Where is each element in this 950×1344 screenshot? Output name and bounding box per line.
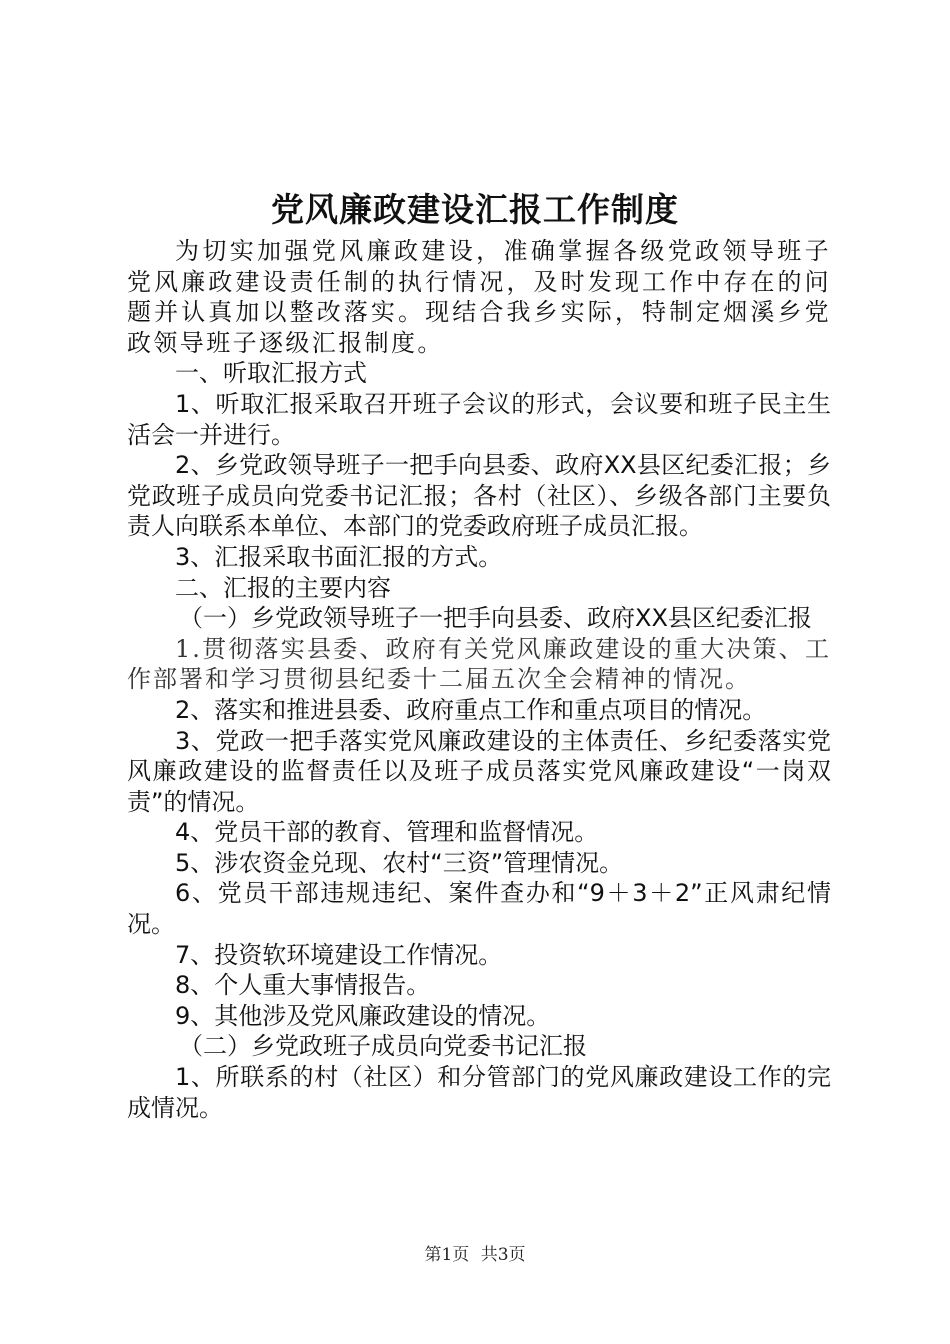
document-title: 党风廉政建设汇报工作制度 (271, 190, 679, 229)
paragraph-2-3: 3、党政一把手落实党风廉政建设的主体责任、乡纪委落实党风廉政建设的监督责任以及班子成员落实党风廉政建设“一岗双责”的情况。 (127, 726, 831, 816)
page-footer (0, 1240, 950, 1265)
paragraph-3-1: 1、所联系的村（社区）和分管部门的党风廉政建设工作的完成情况。 (127, 1063, 831, 1122)
paragraph-2-1: 1.贯彻落实县委、政府有关党风廉政建设的重大决策、工作部署和学习贯彻县纪委十二届五次全会精神的情况。 (127, 634, 831, 694)
paragraph-2-4: 4、党员干部的教育、管理和监督情况。 (175, 818, 599, 847)
section-heading-2: 二、汇报的主要内容 (175, 573, 391, 602)
intro-paragraph: 为切实加强党风廉政建设，准确掌握各级党政领导班子党风廉政建设责任制的执行情况，及时发现工作中存在的问题并认真加以整改落实。现结合我乡实际，特制定烟溪乡党政领导班子逐级汇报制度。 (127, 237, 831, 357)
subsection-heading-1: （一）乡党政领导班子一把手向县委、政府XX县区纪委汇报 (179, 604, 812, 633)
paragraph-1-2: 2、乡党政领导班子一把手向县委、政府XX县区纪委汇报；乡党政班子成员向党委书记汇报；各村（社区）、乡级各部门主要负责人向联系本单位、本部门的党委政府班子成员汇报。 (127, 451, 831, 541)
paragraph-2-9: 9、其他涉及党风廉政建设的情况。 (175, 1001, 551, 1030)
paragraph-2-7: 7、投资软环境建设工作情况。 (175, 940, 503, 969)
section-heading-1: 一、听取汇报方式 (175, 359, 367, 388)
paragraph-1-3: 3、汇报采取书面汇报的方式。 (175, 542, 503, 571)
document-body (127, 236, 831, 1123)
paragraph-1-1: 1、听取汇报采取召开班子会议的形式，会议要和班子民主生活会一并进行。 (127, 389, 831, 449)
page-total: 共3页 (480, 1245, 526, 1265)
paragraph-2-6: 6、党员干部违规违纪、案件查办和“9＋3＋2”正风肃纪情况。 (127, 879, 831, 939)
page-number: 第1页 (424, 1245, 470, 1265)
subsection-heading-2: （二）乡党政班子成员向党委书记汇报 (179, 1032, 587, 1061)
paragraph-2-5: 5、涉农资金兑现、农村“三资”管理情况。 (175, 848, 624, 877)
paragraph-2-2: 2、落实和推进县委、政府重点工作和重点项目的情况。 (175, 695, 767, 724)
paragraph-2-8: 8、个人重大事情报告。 (175, 971, 431, 1000)
